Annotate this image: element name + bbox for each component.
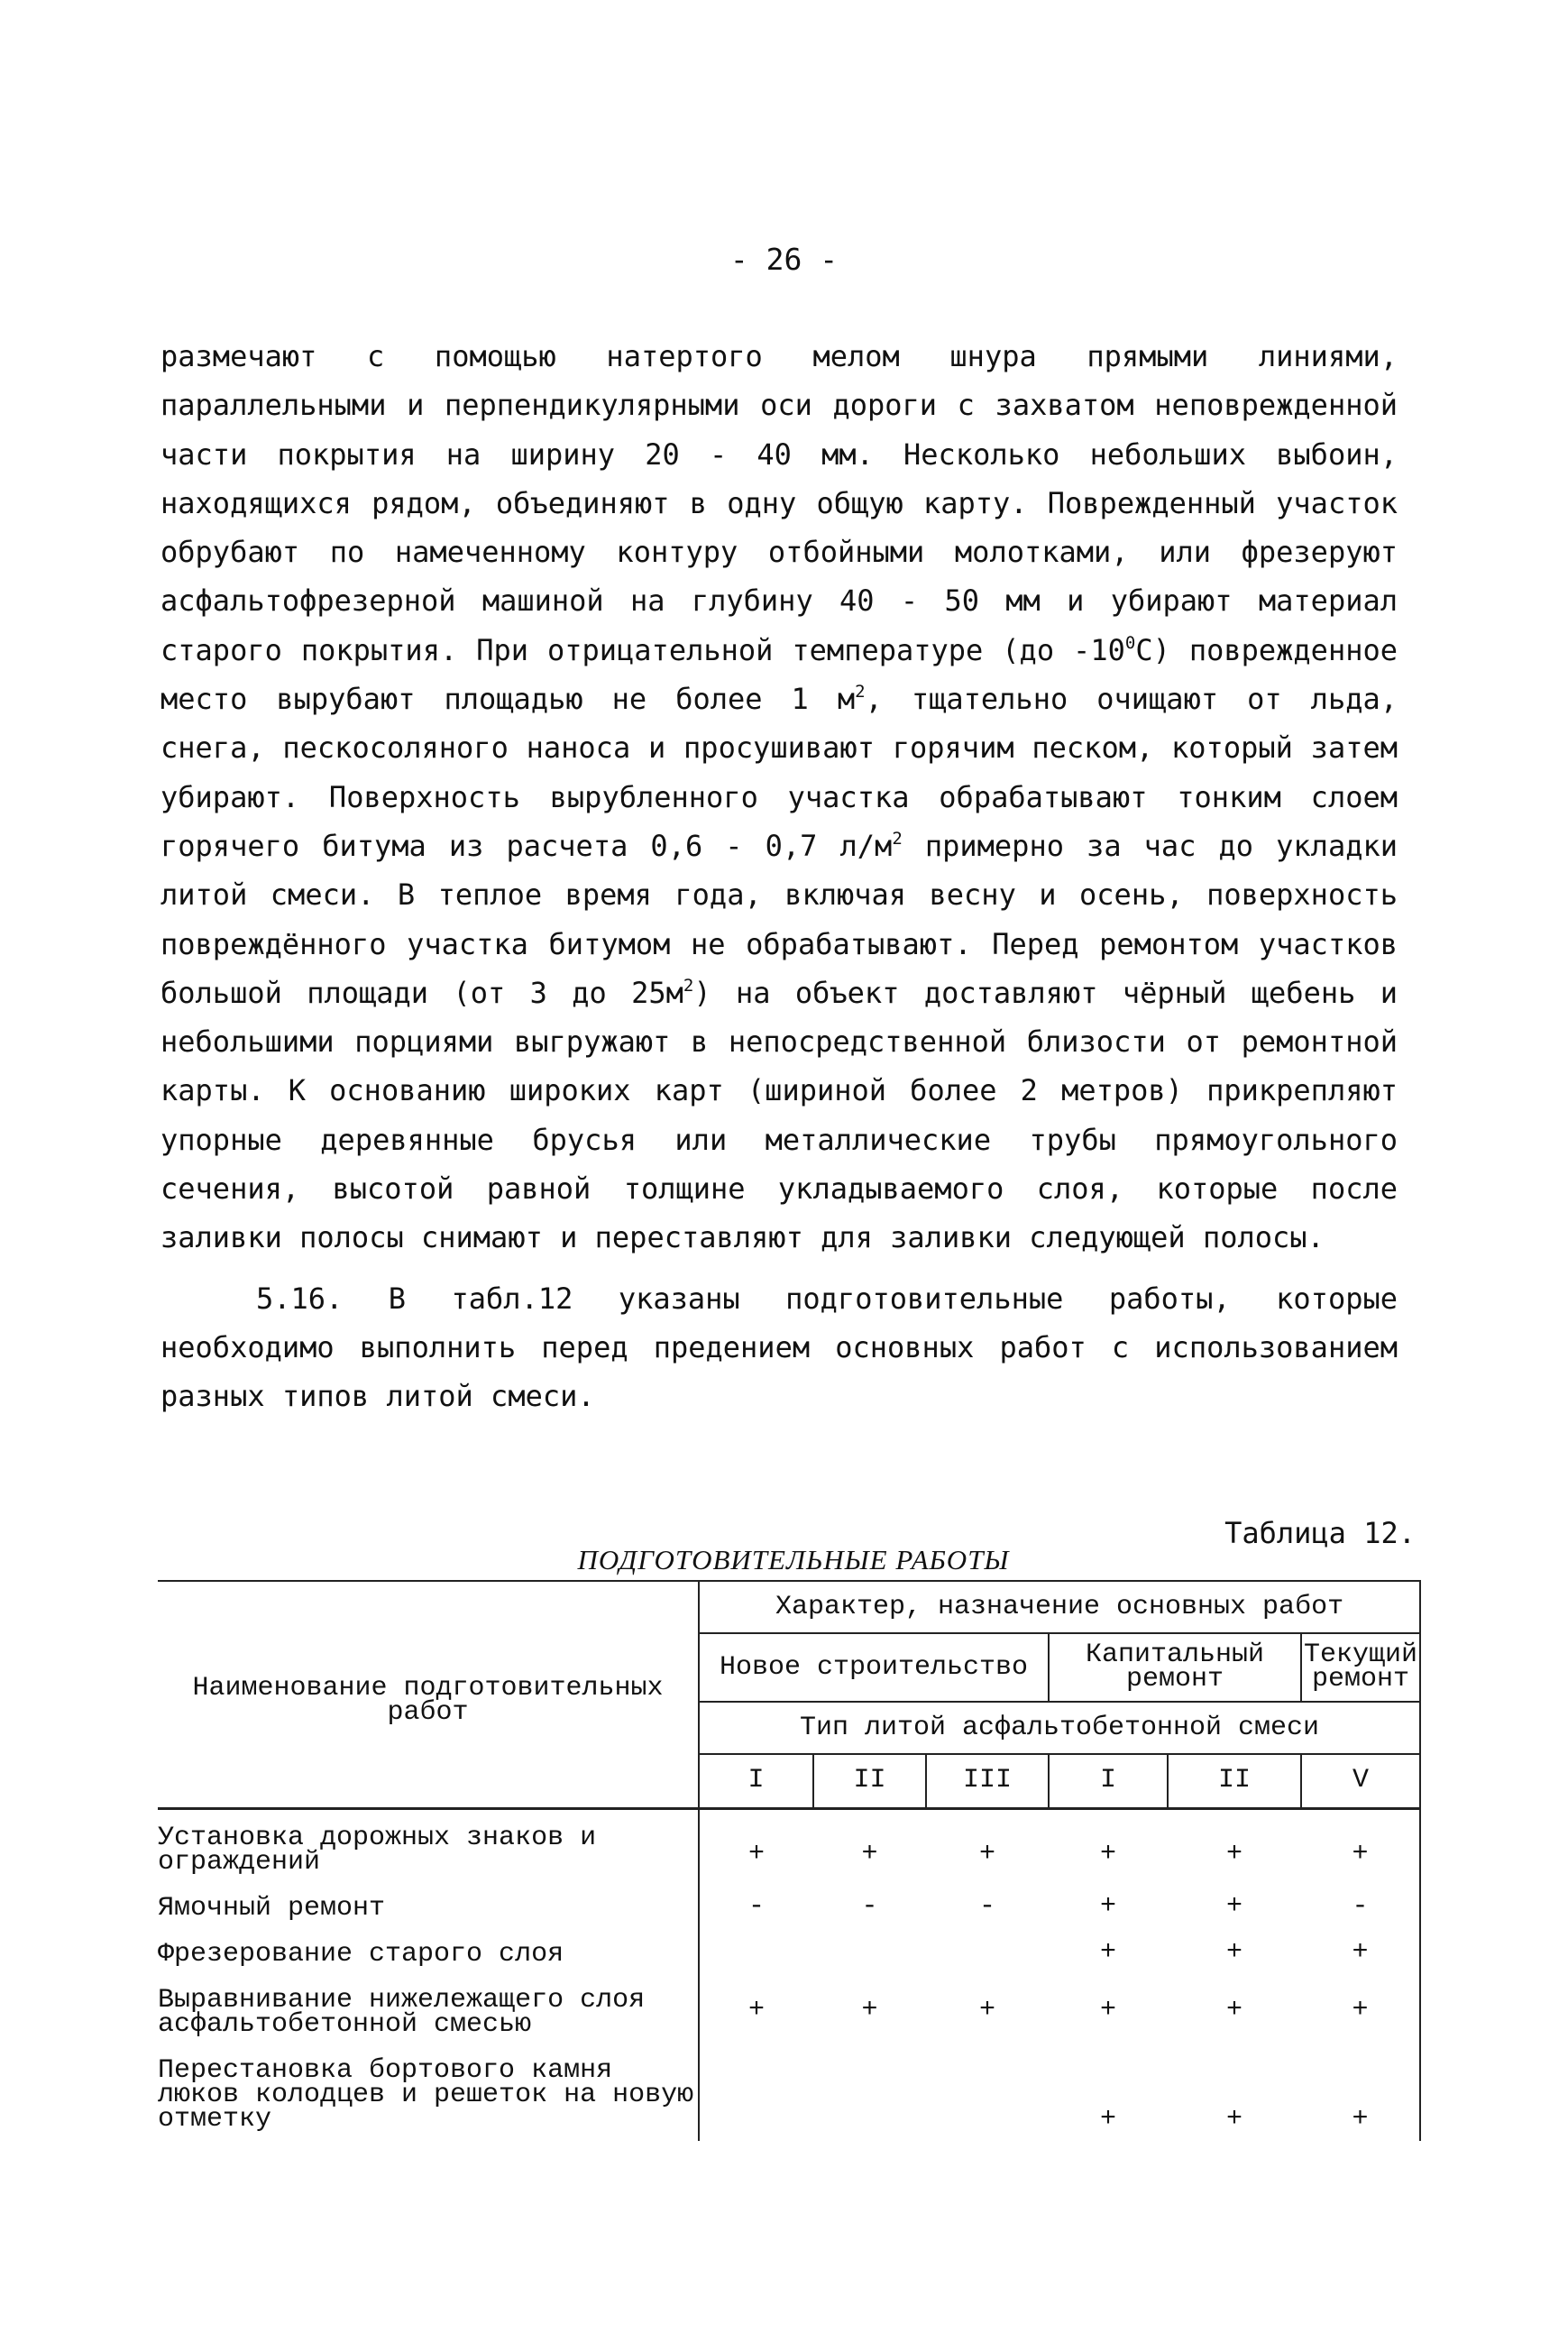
row-name: Перестановка бортового камня люков колодцев и решеток на новую отметку: [158, 2046, 699, 2141]
superscript: 2: [683, 975, 694, 996]
table-row: [158, 1884, 1420, 1930]
cell-mark: +: [978, 1995, 995, 2025]
cell-mark: +: [1301, 2046, 1420, 2141]
cell-mark: +: [1225, 1839, 1242, 1869]
table-row: [158, 1930, 1420, 1976]
cell-mark: [699, 2046, 813, 2141]
cell-mark: [926, 2046, 1049, 2141]
header-type-1: I: [699, 1754, 813, 1808]
text-run: примерно за час до укладки литой смеси. В теплое время года, включая весну и осень, поверхность повреждённого участка битумом не обрабатывают. Перед ремонтом участков большой площади (от 3 до 25м: [160, 828, 1398, 1010]
cell-mark: +: [1099, 2103, 1116, 2135]
superscript: 0: [1124, 632, 1136, 653]
cell-mark: -: [861, 1890, 878, 1922]
cell-mark: +: [747, 1995, 765, 2025]
cell-mark: +: [1225, 1936, 1242, 1968]
table-row: [158, 1808, 1420, 1884]
cell-mark: +: [1225, 2103, 1242, 2135]
header-type-1: I: [1049, 1754, 1168, 1808]
paragraph-1: [160, 332, 1398, 1263]
cell-mark: [813, 2046, 926, 2141]
cell-mark: +: [1099, 1936, 1116, 1968]
cell-mark: +: [861, 1839, 878, 1869]
header-type-2: II: [1168, 1754, 1301, 1808]
row-name: Ямочный ремонт: [158, 1884, 699, 1930]
cell-mark: -: [747, 1890, 765, 1922]
table-caption: Таблица 12.: [1224, 1516, 1416, 1550]
cell-mark: +: [1301, 1976, 1420, 2046]
cell-mark: +: [1225, 1995, 1242, 2025]
row-name: Установка дорожных знаков и ограждений: [158, 1808, 699, 1884]
cell-mark: -: [1301, 1884, 1420, 1930]
preparatory-works-table: [158, 1580, 1421, 2141]
header-capital-repair: Капитальный ремонт: [1049, 1633, 1301, 1702]
body-text: [160, 332, 1398, 1421]
header-current-repair: Текущий ремонт: [1301, 1633, 1420, 1702]
text-run: ) на объект доставляют чёрный щебень и небольшими порциями выгружают в непосредственной близости от ремонтной карты. К основанию широких карт (шириной более 2 метров) прикрепляют упорные деревянные брусья или металлические трубы прямоугольного сечения, высотой равной толщине укладываемого слоя, которые после заливки полосы снимают и переставляют для заливки следующей полосы.: [160, 975, 1398, 1255]
cell-mark: +: [1099, 1839, 1116, 1869]
cell-mark: [699, 1930, 813, 1976]
page-number: - 26 -: [729, 242, 839, 277]
table-row: [158, 1976, 1420, 2046]
cell-mark: +: [747, 1839, 765, 1869]
cell-mark: +: [1099, 1995, 1116, 2025]
table-title: ПОДГОТОВИТЕЛЬНЫЕ РАБОТЫ: [577, 1544, 1010, 1575]
text-run: C) поврежденное место вырубают площадью не более 1 м: [160, 632, 1398, 717]
header-works-name: Наименование подготовительных работ: [158, 1581, 699, 1808]
header-new-construction: Новое строительство: [699, 1633, 1049, 1702]
cell-mark: [813, 1930, 926, 1976]
row-name: Фрезерование старого слоя: [158, 1930, 699, 1976]
cell-mark: +: [1099, 1890, 1116, 1922]
header-mix-type: Тип литой асфальтобетонной смеси: [699, 1702, 1420, 1754]
cell-mark: +: [1301, 1808, 1420, 1884]
header-work-character: Характер, назначение основных работ: [699, 1581, 1420, 1633]
table-row: [158, 2046, 1420, 2141]
text-run: , тщательно очищают от льда, снега, пескосоляного наноса и просушивают горячим песком, который затем убирают. Поверхность вырубленного участка обрабатывают тонким слоем горячего битума из расчета 0,6 - 0,7 л/м: [160, 682, 1398, 863]
cell-mark: -: [978, 1890, 995, 1922]
paragraph-2: 5.16. В табл.12 указаны подготовительные работы, которые необходимо выполнить перед предением основных работ с использованием разных типов литой смеси.: [160, 1281, 1398, 1414]
cell-mark: +: [861, 1995, 878, 2025]
cell-mark: +: [1301, 1930, 1420, 1976]
header-type-3: III: [926, 1754, 1049, 1808]
superscript: 2: [892, 828, 903, 849]
header-type-5: V: [1301, 1754, 1420, 1808]
cell-mark: +: [978, 1839, 995, 1869]
superscript: 2: [855, 682, 866, 703]
row-name: Выравнивание нижележащего слоя асфальтобетонной смесью: [158, 1976, 699, 2046]
cell-mark: [926, 1930, 1049, 1976]
header-type-2: II: [813, 1754, 926, 1808]
cell-mark: +: [1225, 1890, 1242, 1922]
text-run: размечают с помощью натертого мелом шнура прямыми линиями, параллельными и перпендикулярными оси дороги с захватом неповрежденной части покрытия на ширину 20 - 40 мм. Несколько небольших выбоин, находящихся рядом, объединяют в одну общую карту. Поврежденный участок обрубают по намеченному контуру отбойными молотками, или фрезеруют асфальтофрезерной машиной на глубину 40 - 50 мм и убирают материал старого покрытия. При отрицательной температуре (до -10: [160, 339, 1398, 667]
